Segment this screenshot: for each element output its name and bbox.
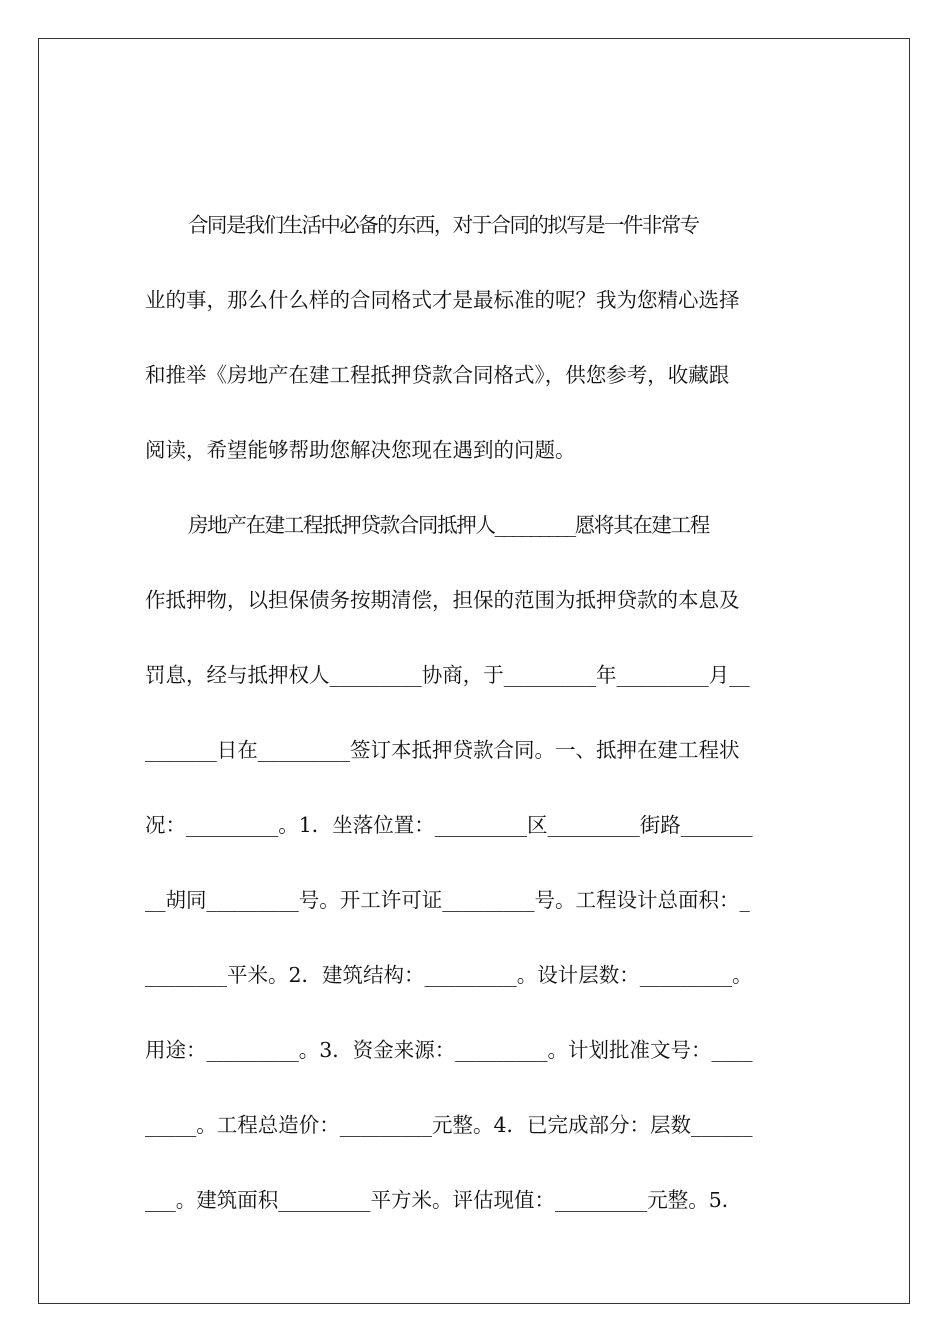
paragraph-2-line-2: 作抵押物，以担保债务按期清偿，担保的范围为抵押贷款的本息及 [145, 588, 740, 612]
paragraph-2-line-5: 况：_________。1．坐落位置：_________区_________街路_______ [145, 813, 753, 837]
paragraph-2-line-10: ___。建筑面积_________平方米。评估现值：_________元整。5． [145, 1188, 743, 1212]
paragraph-2-line-7: ________平米。2．建筑结构：_________。设计层数：_________。 [145, 963, 753, 987]
paragraph-2-line-6: __胡同_________号。开工许可证_________号。工程设计总面积：_ [145, 888, 750, 912]
paragraph-2-line-3: 罚息，经与抵押权人_________协商，于_________年_________月__ [145, 663, 750, 687]
paragraph-1-line-2: 业的事，那么什么样的合同格式才是最标准的呢？我为您精心选择 [145, 288, 740, 312]
paragraph-2-line-1: 房地产在建工程抵押贷款合同抵押人_________愿将其在建工程 [188, 513, 709, 537]
paragraph-1-line-1: 合同是我们生活中必备的东西，对于合同的拟写是一件非常专 [188, 213, 699, 237]
paragraph-2-line-4: _______日在_________签订本抵押贷款合同。一、抵押在建工程状 [145, 738, 740, 762]
paragraph-2-line-8: 用途：_________。3．资金来源：_________。计划批准文号：____ [145, 1038, 753, 1062]
paragraph-2-line-9: _____。工程总造价：_________元整。4．已完成部分：层数______ [145, 1113, 753, 1137]
paragraph-1-line-4: 阅读，希望能够帮助您解决您现在遇到的问题。 [145, 438, 576, 462]
paragraph-1-line-3: 和推举《房地产在建工程抵押贷款合同格式》，供您参考，收藏跟 [145, 363, 730, 387]
